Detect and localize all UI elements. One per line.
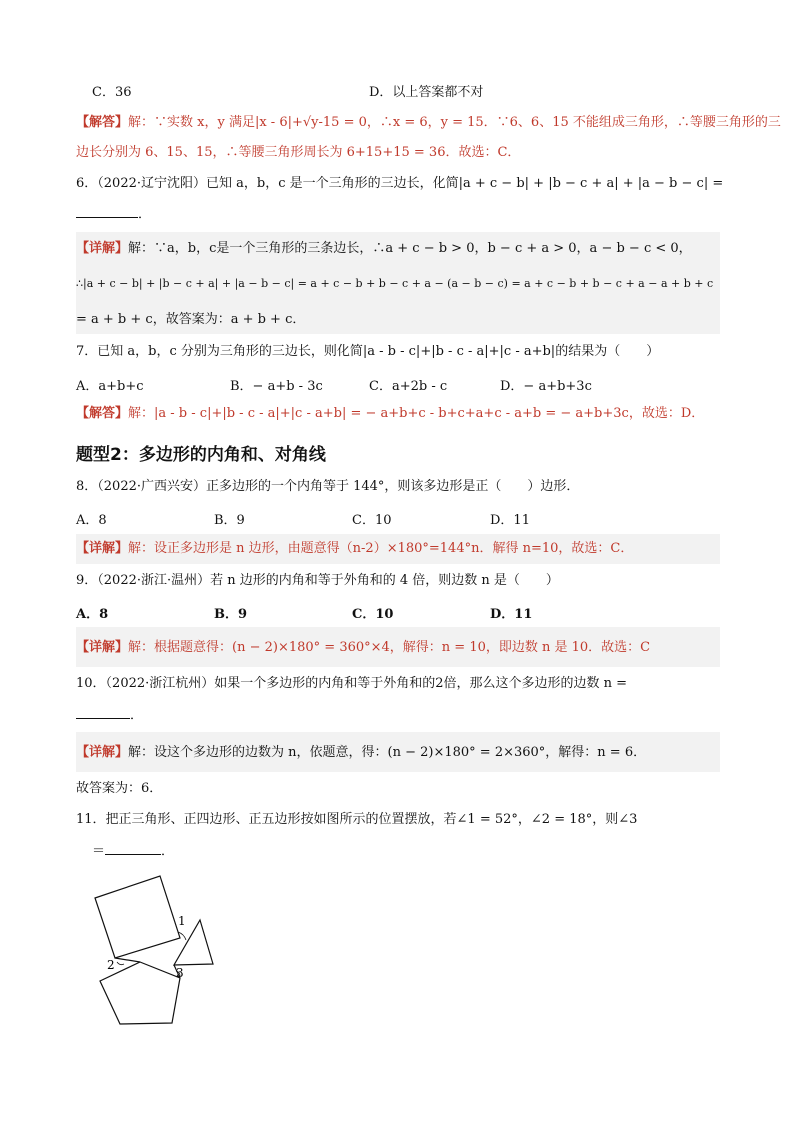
answer-tag: 【解答】 [76, 406, 129, 421]
section-heading: 题型2：多边形的内角和、对角线 [76, 445, 326, 465]
q11-stem: 11．把正三角形、正四边形、正五边形按如图所示的位置摆放，若∠1 = 52°，∠2 = 18°，则∠3 [76, 812, 638, 827]
edge-line [115, 958, 140, 962]
q7-answer-line1 [76, 405, 704, 423]
q10-blank-line [76, 706, 143, 725]
q10-stem: 10．（2022·浙江杭州）如果一个多边形的内角和等于外角和的2倍，那么这个多边形的边数 n = [76, 676, 628, 691]
answer-tag: 【解答】 [76, 115, 129, 130]
q7-option-c: C．a+2b - c [369, 379, 448, 394]
q5-option-c: C．36 [92, 85, 132, 100]
period: ． [161, 844, 175, 859]
answer-blank[interactable] [76, 205, 138, 218]
answer-blank[interactable] [105, 842, 161, 855]
angle-label-1: 1 [178, 914, 186, 928]
angle-label-2: 2 [107, 958, 115, 972]
q6-stem: 6．（2022·辽宁沈阳）已知 a，b，c 是一个三角形的三边长，化简|a + c − b| + |b − c + a| + |a − b − c| = [76, 176, 724, 191]
answer-text: 解：设正多边形是 n 边形，由题意得（n-2）×180°=144°n．解得 n=10，故选：C． [128, 541, 634, 556]
square-shape [95, 876, 180, 958]
q9-answer-line1 [76, 639, 650, 657]
answer-tag: 【详解】 [76, 745, 129, 760]
q8-answer-line1 [76, 540, 633, 558]
q5-option-d: D．以上答案都不对 [369, 85, 484, 100]
q6-blank-line [76, 205, 151, 224]
q8-option-c: C．10 [352, 513, 392, 528]
q5-answer-line1 [76, 114, 781, 132]
q8-stem: 8．（2022·广西兴安）正多边形的一个内角等于 144°，则该多边形是正（ ）边形． [76, 479, 580, 494]
q6-answer-line1 [76, 240, 692, 258]
q6-answer-line3: = a + b + c，故答案为：a + b + c． [76, 312, 306, 327]
answer-tag: 【详解】 [76, 241, 129, 256]
answer-tag: 【详解】 [76, 541, 129, 556]
q11-blank-line [92, 842, 174, 861]
q9-option-b: B．9 [214, 607, 248, 622]
answer-text: 解：|a - b - c|+|b - c - a|+|c - a+b| = − a+b+c - b+c+a+c - a+b = − a+b+3c，故选：D． [128, 406, 705, 421]
answer-blank[interactable] [76, 706, 130, 719]
angle-label-3: 3 [176, 966, 184, 980]
q7-stem: 7．已知 a，b，c 分别为三角形的三边长，则化简|a - b - c|+|b - c - a|+|c - a+b|的结果为（ ） [76, 344, 660, 359]
answer-text: 解：设这个多边形的边数为 n，依题意，得：(n − 2)×180° = 2×360°，解得：n = 6． [128, 745, 647, 760]
answer-tag: 【详解】 [76, 640, 129, 655]
q9-option-c: C．10 [352, 607, 394, 622]
q9-stem: 9．（2022·浙江·温州）若 n 边形的内角和等于外角和的 4 倍，则边数 n 是（ ） [76, 573, 559, 588]
period: ． [138, 207, 152, 222]
q8-option-a: A．8 [76, 513, 107, 528]
q10-answer-line1 [76, 744, 646, 762]
q9-option-a: A．8 [76, 607, 109, 622]
polygon-figure [90, 868, 225, 1030]
q7-option-a: A．a+b+c [76, 379, 144, 394]
q7-option-d: D．− a+b+3c [500, 379, 592, 394]
answer-text: 解：∵实数 x，y 满足|x - 6|+√y-15 = 0，∴x = 6，y = 15．∵6、6、15 不能组成三角形，∴等腰三角形的三 [128, 115, 781, 130]
answer-text: 解：∵a，b，c是一个三角形的三条边长，∴a + c − b > 0，b − c + a > 0，a − b − c < 0， [128, 241, 692, 256]
period: ． [130, 708, 144, 723]
q8-option-b: B．9 [214, 513, 245, 528]
q6-answer-line2: ∴|a + c − b| + |b − c + a| + |a − b − c| = a + c − b + b − c + a − (a − b − c) = a + c − b + b − c + a − a + b + c [76, 277, 714, 290]
q5-answer-line2: 边长分别为 6、15、15，∴等腰三角形周长为 6+15+15 = 36．故选：C． [76, 145, 521, 160]
angle-2-arc [117, 962, 124, 965]
q10-answer-line2: 故答案为：6． [76, 781, 163, 796]
equals-sign: ＝ [92, 844, 106, 859]
q9-option-d: D．11 [490, 607, 533, 622]
answer-text: 解：根据题意得：(n − 2)×180° = 360°×4，解得：n = 10，即边数 n 是 10．故选：C [128, 640, 651, 655]
q7-option-b: B．− a+b - 3c [230, 379, 323, 394]
q8-option-d: D．11 [490, 513, 530, 528]
